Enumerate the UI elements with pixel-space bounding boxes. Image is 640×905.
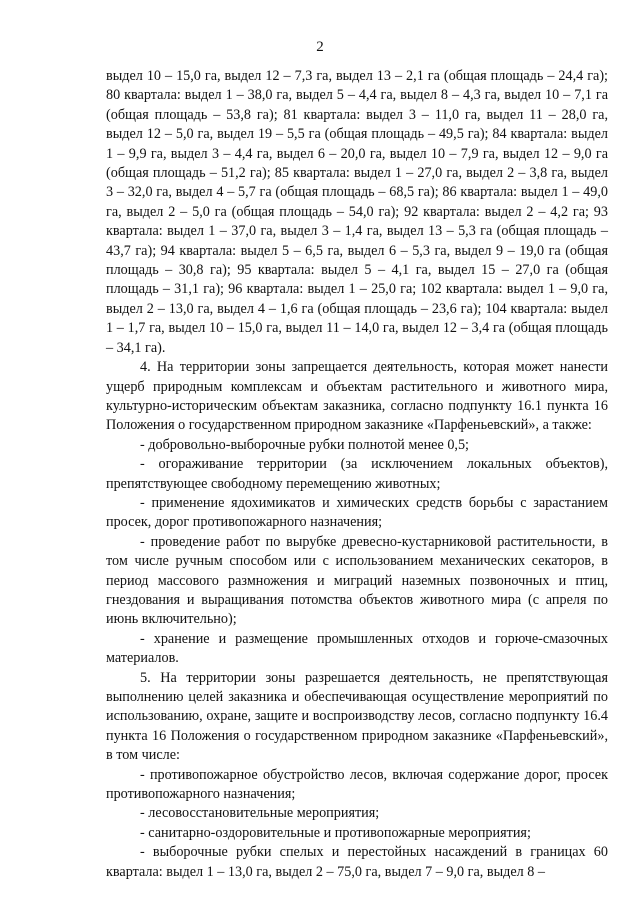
list-item: - применение ядохимикатов и химических средств борьбы с зарастанием просек, дорог противопожарного назначения; — [106, 494, 608, 531]
list-item: - противопожарное обустройство лесов, включая содержание дорог, просек противопожарного назначения; — [106, 766, 608, 803]
document-body — [106, 67, 608, 882]
paragraph: выдел 10 – 15,0 га, выдел 12 – 7,3 га, выдел 13 – 2,1 га (общая площадь – 24,4 га); 80 квартала: выдел 1 – 38,0 га, выдел 5 – 4,4 га, выдел 8 – 4,3 га, выдел 10 – 7,1 га (общая площадь – 53,8 га); 81 квартала: выдел 3 – 11,0 га, выдел 11 – 28,0 га, выдел 12 – 5,0 га, выдел 19 – 5,5 га (общая площадь – 49,5 га); 84 квартала: выдел 1 – 9,9 га, выдел 3 – 4,4 га, выдел 6 – 20,0 га, выдел 10 – 7,9 га, выдел 12 – 9,0 га (общая площадь – 51,2 га); 85 квартала: выдел 1 – 27,0 га, выдел 2 – 3,8 га, выдел 3 – 32,0 га, выдел 4 – 5,7 га (общая площадь – 68,5 га); 86 квартала: выдел 1 – 49,0 га, выдел 2 – 5,0 га (общая площадь – 54,0 га); 92 квартала: выдел 2 – 4,2 га; 93 квартала: выдел 1 – 37,0 га, выдел 3 – 1,4 га, выдел 13 – 5,3 га (общая площадь – 43,7 га); 94 квартала: выдел 5 – 6,5 га, выдел 6 – 5,3 га, выдел 9 – 19,0 га (общая площадь – 30,8 га); 95 квартала: выдел 5 – 4,1 га, выдел 15 – 27,0 га (общая площадь – 31,1 га); 96 квартала: выдел 1 – 25,0 га; 102 квартала: выдел 1 – 9,0 га, выдел 2 – 13,0 га, выдел 4 – 1,6 га (общая площадь – 23,6 га); 104 квартала: выдел 1 – 1,7 га, выдел 10 – 15,0 га, выдел 11 – 14,0 га, выдел 12 – 3,4 га (общая площадь – 34,1 га). — [106, 68, 608, 356]
paragraph: 5. На территории зоны разрешается деятельность, не препятствующая выполнению целей заказника и обеспечивающая осуществление мероприятий по использованию, охране, защите и воспроизводству лесов, согласно подпункту 16.4 пункта 16 Положения о государственном природном заказнике «Парфеньевский», в том числе: — [106, 669, 608, 764]
list-item: - санитарно-оздоровительные и противопожарные мероприятия; — [140, 824, 531, 841]
list-item: - выборочные рубки спелых и перестойных насаждений в границах 60 квартала: выдел 1 – 13,0 га, выдел 2 – 75,0 га, выдел 7 – 9,0 га, выдел 8 – — [106, 844, 608, 880]
list-item: - лесовосстановительные мероприятия; — [140, 805, 380, 822]
paragraph: 4. На территории зоны запрещается деятельность, которая может нанести ущерб природным комплексам и объектам растительного и животного мира, культурно-историческим объектам заказника, согласно подпункту 16.1 пункта 16 Положения о государственном природном заказнике «Парфеньевский», а также: — [106, 359, 608, 434]
list-item: - добровольно-выборочные рубки полнотой менее 0,5; — [140, 436, 469, 453]
list-item: - хранение и размещение промышленных отходов и горюче-смазочных материалов. — [106, 630, 608, 667]
list-item: - проведение работ по вырубке древесно-кустарниковой растительности, в том числе ручным способом или с использованием механических секаторов, в период массового размножения и миграций наземных позвоночных и птиц, гнездования и выращивания потомства объектов животного мира (с апреля по июнь включительно); — [106, 533, 608, 628]
page-number: 2 — [316, 39, 324, 55]
list-item: - огораживание территории (за исключением локальных объектов), препятствующее свободному перемещению животных; — [106, 456, 608, 492]
